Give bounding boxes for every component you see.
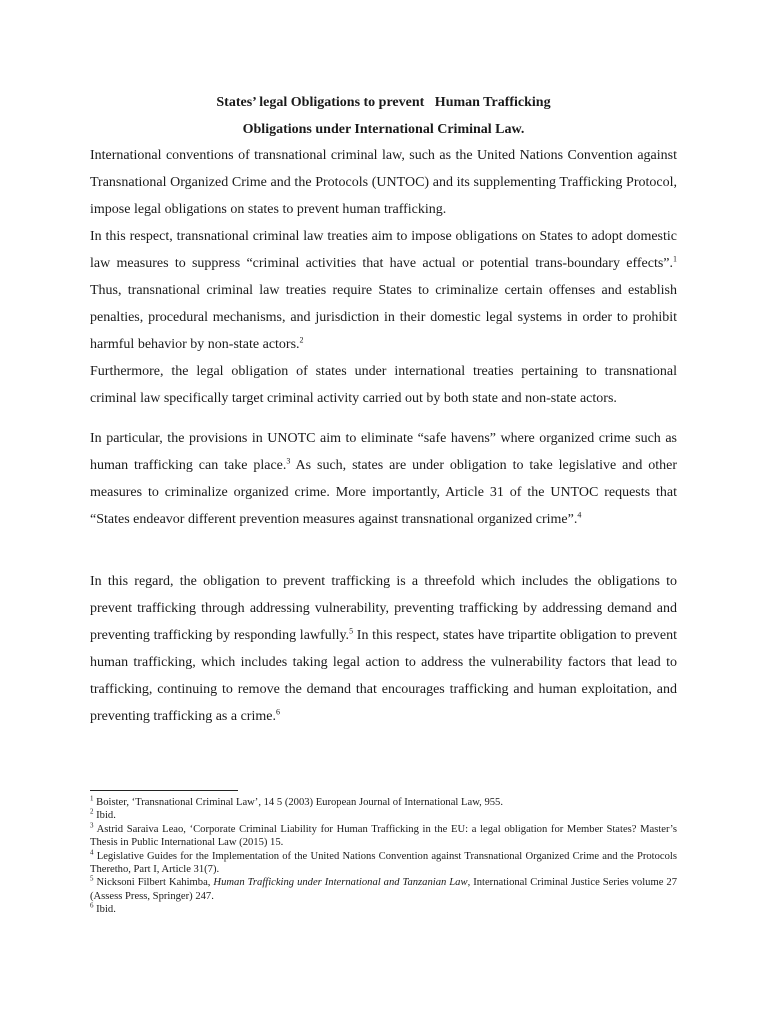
document-title: States’ legal Obligations to prevent Human Trafficking xyxy=(216,95,551,110)
footnote-text: Nicksoni Filbert Kahimba, xyxy=(93,877,214,889)
footnote-separator xyxy=(90,790,238,791)
footnote-4 xyxy=(90,850,677,877)
footnote-5 xyxy=(90,876,677,903)
paragraph-4 xyxy=(90,425,677,533)
footnote-ref-5[interactable]: 5 xyxy=(349,626,354,636)
footnote-book-title: Human Trafficking under International and Tanzanian Law xyxy=(213,877,468,889)
footnote-ref-4[interactable]: 4 xyxy=(577,510,582,520)
footnote-ref-2[interactable]: 2 xyxy=(299,335,304,345)
paragraph-5 xyxy=(90,568,677,730)
footnote-1 xyxy=(90,796,677,809)
footnotes xyxy=(90,796,677,917)
footnote-number: 6 xyxy=(90,901,94,910)
paragraph-3 xyxy=(90,358,677,412)
footnote-text: Ibid. xyxy=(93,810,116,822)
footnote-2 xyxy=(90,809,677,822)
footnote-text: Astrid Saraiva Leao, ‘Corporate Criminal Liability for Human Trafficking in the EU: a legal obligation for Member States? Master’s Thesis in Public International Law (2015) 15. xyxy=(90,823,677,849)
paragraph-3-text: Furthermore, the legal obligation of states under international treaties pertaining to transnational criminal law specifically target criminal activity carried out by both state and non-state actors. xyxy=(90,364,677,406)
footnote-number: 4 xyxy=(90,848,94,857)
footnote-number: 2 xyxy=(90,807,94,816)
section-heading: Obligations under International Criminal Law. xyxy=(242,122,525,137)
footnote-number: 3 xyxy=(90,821,94,830)
paragraph-1 xyxy=(90,142,677,223)
footnote-text: Legislative Guides for the Implementation of the United Nations Convention against Transnational Organized Crime and the Protocols Theretho, Part I, Article 31(7). xyxy=(90,850,677,876)
footnote-text-after: , International Criminal Justice Series volume 27 (Assess Press, Springer) 247. xyxy=(90,877,677,902)
footnote-number: 1 xyxy=(90,794,94,803)
paragraph-4-text-a: In particular, the provisions in UNOTC aim to eliminate “safe havens” where organized crime such as human trafficking can take place. xyxy=(90,431,677,473)
footnote-text: Boister, ‘Transnational Criminal Law’, 14 5 (2003) European Journal of International Law, 955. xyxy=(93,797,503,808)
paragraph-2-text-b: Thus, transnational criminal law treaties require States to criminalize certain offenses and establish penalties, procedural mechanisms, and jurisdiction in their domestic legal systems in order to prohibit harmful behavior by non-state actors. xyxy=(90,283,677,352)
footnote-ref-6[interactable]: 6 xyxy=(275,707,280,717)
paragraph-1-text: International conventions of transnational criminal law, such as the United Nations Convention against Transnational Organized Crime and the Protocols (UNTOC) and its supplementing Trafficking Protocol, impose legal obligations on states to prevent human trafficking. xyxy=(90,148,677,217)
footnote-ref-1[interactable]: 1 xyxy=(673,254,677,264)
footnote-3 xyxy=(90,823,677,850)
paragraph-2 xyxy=(90,223,677,358)
footnote-number: 5 xyxy=(90,874,94,883)
paragraph-2-text-a: In this respect, transnational criminal law treaties aim to impose obligations on States to adopt domestic law measures to suppress “criminal activities that have actual or potential trans-boundary effects”. xyxy=(90,229,677,271)
footnote-6 xyxy=(90,903,677,916)
footnote-ref-3[interactable]: 3 xyxy=(286,456,291,466)
footnote-text: Ibid. xyxy=(93,904,116,916)
paragraph-5-text-a: In this regard, the obligation to prevent trafficking is a threefold which includes the obligations to prevent trafficking through addressing vulnerability, preventing trafficking by addressing demand and preventing trafficking by responding lawfully. xyxy=(90,574,677,643)
paragraph-4-text-b: As such, states are under obligation to take legislative and other measures to criminalize organized crime. More importantly, Article 31 of the UNTOC requests that “States endeavor different prevention measures against transnational organized crime”. xyxy=(90,458,678,527)
paragraph-5-text-b: In this respect, states have tripartite obligation to prevent human trafficking, which includes taking legal action to address the vulnerability factors that lead to trafficking, continuing to remove the demand that encourages trafficking and human exploitation, and preventing trafficking as a crime. xyxy=(90,628,677,724)
